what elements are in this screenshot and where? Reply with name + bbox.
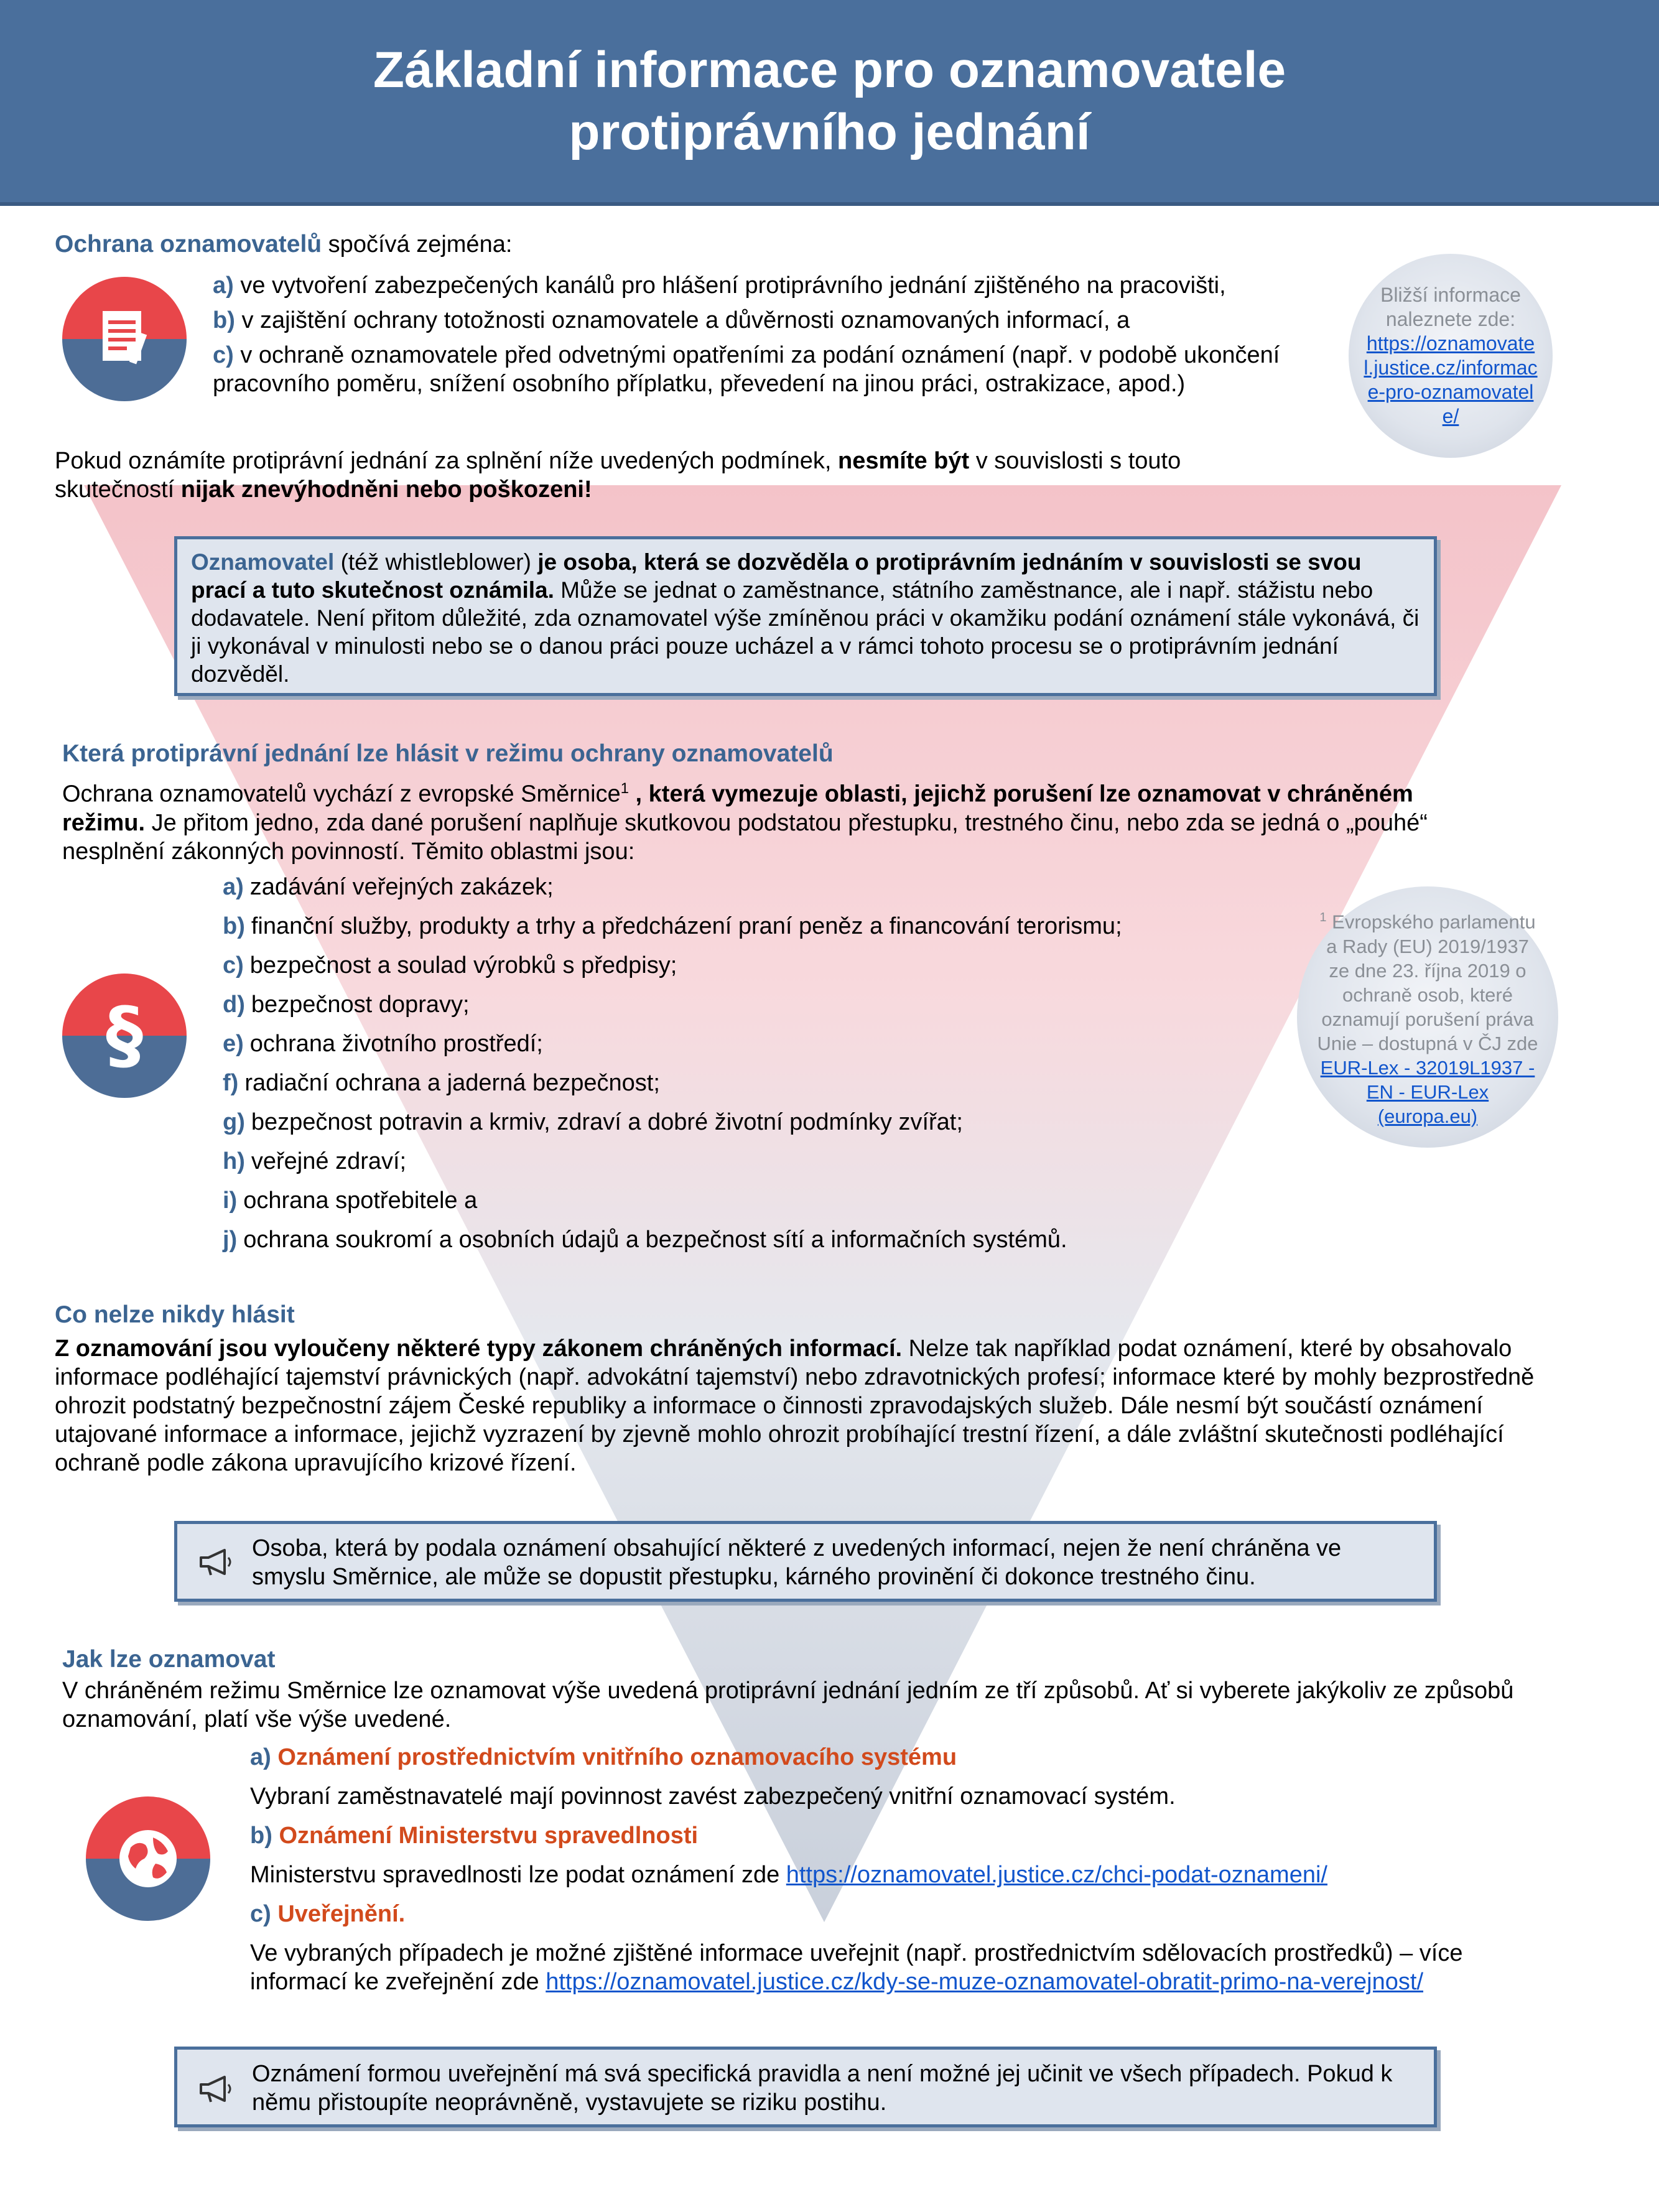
- megaphone-icon: [197, 2073, 236, 2104]
- protection-list: [213, 271, 1289, 398]
- exclusions-text: Z oznamování jsou vyloučeny některé typy zákonem chráněných informací. Nelze tak například podat oznámení, které by obsahovalo informace podléhající tajemství právnických (např. advokátní tajemství) nebo zdravotnických profesí; informace které by mohly bezprostředně ohrozit podstatný bezpečnostní zájem České republiky a informace o činnosti zpravodajských služeb. Dále nesmí být součástí oznámení utajované informace a informace, jejichž vyzrazení by zjevně mohlo ohrozit probíhající trestní řízení, a dále zvláštní skutečnosti podléhající ochraně podle zákona upravujícího krizové řízení.: [55, 1336, 1535, 1476]
- areas-item: j) ochrana soukromí a osobních údajů a bezpečnost sítí a informačních systémů.: [223, 1227, 1067, 1253]
- svg-text:§: §: [106, 992, 143, 1079]
- protection-item: c) v ochraně oznamovatele před odvetnými opatřeními za podání oznámení (např. v podobě ukončení pracovního poměru, snížení osobního příplatku, převedení na jinou práci, ostrakizace, apod.): [213, 342, 1280, 397]
- protection-item: b) v zajištění ochrany totožnosti oznamovatele a důvěrnosti oznamovaných informací, a: [213, 307, 1130, 333]
- exclusions-heading: Co nelze nikdy hlásit: [55, 1301, 295, 1328]
- warning-box-1: [174, 1521, 1437, 1602]
- publication-link[interactable]: https://oznamovatel.justice.cz/kdy-se-muze-oznamovatel-obratit-primo-na-verejnost/: [546, 1969, 1424, 1995]
- way-a-title: a) Oznámení prostřednictvím vnitřního oznamovacího systému: [250, 1744, 957, 1770]
- areas-item: f) radiační ochrana a jaderná bezpečnost;: [223, 1070, 660, 1096]
- areas-intro: Ochrana oznamovatelů vychází z evropské Směrnice$^1$ , která vymezuje oblasti, jejichž porušení lze oznamovat v chráněném režimu. Je přitom jedno, zda dané porušení naplňuje skutkovou podstatou přestupku, trestného činu, nebo zda se jedná o „pouhé“ nesplnění zákonných povinností. Těmito oblastmi jsou:: [62, 780, 1428, 865]
- way-a-text: Vybraní zaměstnavatelé mají povinnost zavést zabezpečený vnitřní oznamovací systém.: [250, 1783, 1176, 1810]
- areas-item: d) bezpečnost dopravy;: [223, 992, 470, 1018]
- areas-item: h) veřejné zdraví;: [223, 1148, 407, 1174]
- areas-item: a) zadávání veřejných zakázek;: [223, 874, 554, 900]
- directive-note: $^1$ Evropského parlamentu a Rady (EU) 2019/1937 ze dne 23. října 2019 o ochraně osob, které oznamují porušení práva Unie – dostupná v ČJ zde EUR-Lex - 32019L1937 - EN - EUR-Lex (europa.eu): [1297, 886, 1558, 1148]
- way-b-title: b) Oznámení Ministerstvu spravedlnosti: [250, 1823, 699, 1849]
- document-icon: [62, 277, 187, 401]
- megaphone-icon: [197, 1546, 236, 1578]
- way-c-title: c) Uveřejnění.: [250, 1901, 406, 1927]
- more-info-note: Bližší informace naleznete zde: https://oznamovatel.justice.cz/informace-pro-oznamovatele/: [1349, 254, 1553, 458]
- warning-2-text: Oznámení formou uveřejnění má svá specifická pravidla a není možné jej učinit ve všech případech. Pokud k němu přistoupíte neoprávněně, vystavujete se riziku postihu.: [252, 2061, 1393, 2116]
- areas-list: [223, 873, 1342, 1265]
- protection-heading-row: [55, 230, 1237, 259]
- areas-heading: Která protiprávní jednání lze hlásit v režimu ochrany oznamovatelů: [62, 740, 834, 767]
- areas-item: e) ochrana životního prostředí;: [223, 1031, 543, 1057]
- warning-1-text: Osoba, která by podala oznámení obsahující některé z uvedených informací, nejen že není chráněna ve smyslu Směrnice, ale může se dopustit přestupku, kárného provinění či dokonce trestného činu.: [252, 1535, 1342, 1590]
- definition-box: Oznamovatel (též whistleblower) je osoba, která se dozvěděla o protiprávním jednáním v souvislosti se svou prací a tuto skutečnost oznámila. Může se jednat o zaměstnance, státního zaměstnance, ale i např. stážistu nebo dodavatele. Není přitom důležité, zda oznamovatel výše zmíněnou práci v okamžiku podání oznámení stále vykonává, či ji vykonával v minulosti nebo se o danou práci pouze ucházel a v rámci tohoto procesu se o protiprávním jednání dozvěděl.: [174, 536, 1437, 696]
- warning-box-2: [174, 2047, 1437, 2127]
- way-c-text: Ve vybraných případech je možné zjištěné informace uveřejnit (např. prostřednictvím sdělovacích prostředků) – více informací ke zveřejnění zde https://oznamovatel.justice.cz/kdy-se-muze-oznamovatel-obratit-primo-na-verejnost/: [250, 1940, 1463, 1995]
- protection-conclusion: Pokud oznámíte protiprávní jednání za splnění níže uvedených podmínek, nesmíte být v souvislosti s touto skutečností nijak znevýhodněni nebo poškozeni!: [55, 448, 1181, 503]
- protection-heading: Ochrana oznamovatelů: [55, 231, 322, 258]
- title-line-1: Základní informace pro oznamovatele: [373, 41, 1286, 98]
- eur-lex-link[interactable]: EUR-Lex - 32019L1937 - EN - EUR-Lex (europa.eu): [1320, 1056, 1535, 1127]
- protection-item: a) ve vytvoření zabezpečených kanálů pro hlášení protiprávního jednání zjištěného na pracovišti,: [213, 272, 1226, 299]
- how-ways: [250, 1743, 1494, 1996]
- areas-item: b) finanční služby, produkty a trhy a předcházení praní peněz a financování terorismu;: [223, 913, 1122, 939]
- how-heading: Jak lze oznamovat: [62, 1646, 276, 1673]
- page-header: [0, 0, 1659, 206]
- areas-item: c) bezpečnost a soulad výrobků s předpisy;: [223, 952, 677, 978]
- protection-heading-rest: spočívá zejména:: [322, 231, 513, 258]
- globe-icon: [86, 1796, 210, 1921]
- ministry-report-link[interactable]: https://oznamovatel.justice.cz/chci-podat-oznameni/: [786, 1862, 1327, 1888]
- way-b-text: Ministerstvu spravedlnosti lze podat oznámení zde https://oznamovatel.justice.cz/chci-podat-oznameni/: [250, 1862, 1327, 1888]
- title-line-2: protiprávního jednání: [569, 103, 1090, 160]
- areas-item: g) bezpečnost potravin a krmiv, zdraví a dobré životní podmínky zvířat;: [223, 1109, 963, 1135]
- areas-item: i) ochrana spotřebitele a: [223, 1187, 478, 1214]
- paragraph-icon: [62, 974, 187, 1098]
- more-info-link[interactable]: https://oznamovatel.justice.cz/informace-pro-oznamovatele/: [1364, 332, 1538, 427]
- how-intro: V chráněném režimu Směrnice lze oznamovat výše uvedená protiprávní jednání jedním ze tří způsobů. Ať si vyberete jakýkoliv ze způsobů oznamování, platí vše výše uvedené.: [62, 1678, 1514, 1732]
